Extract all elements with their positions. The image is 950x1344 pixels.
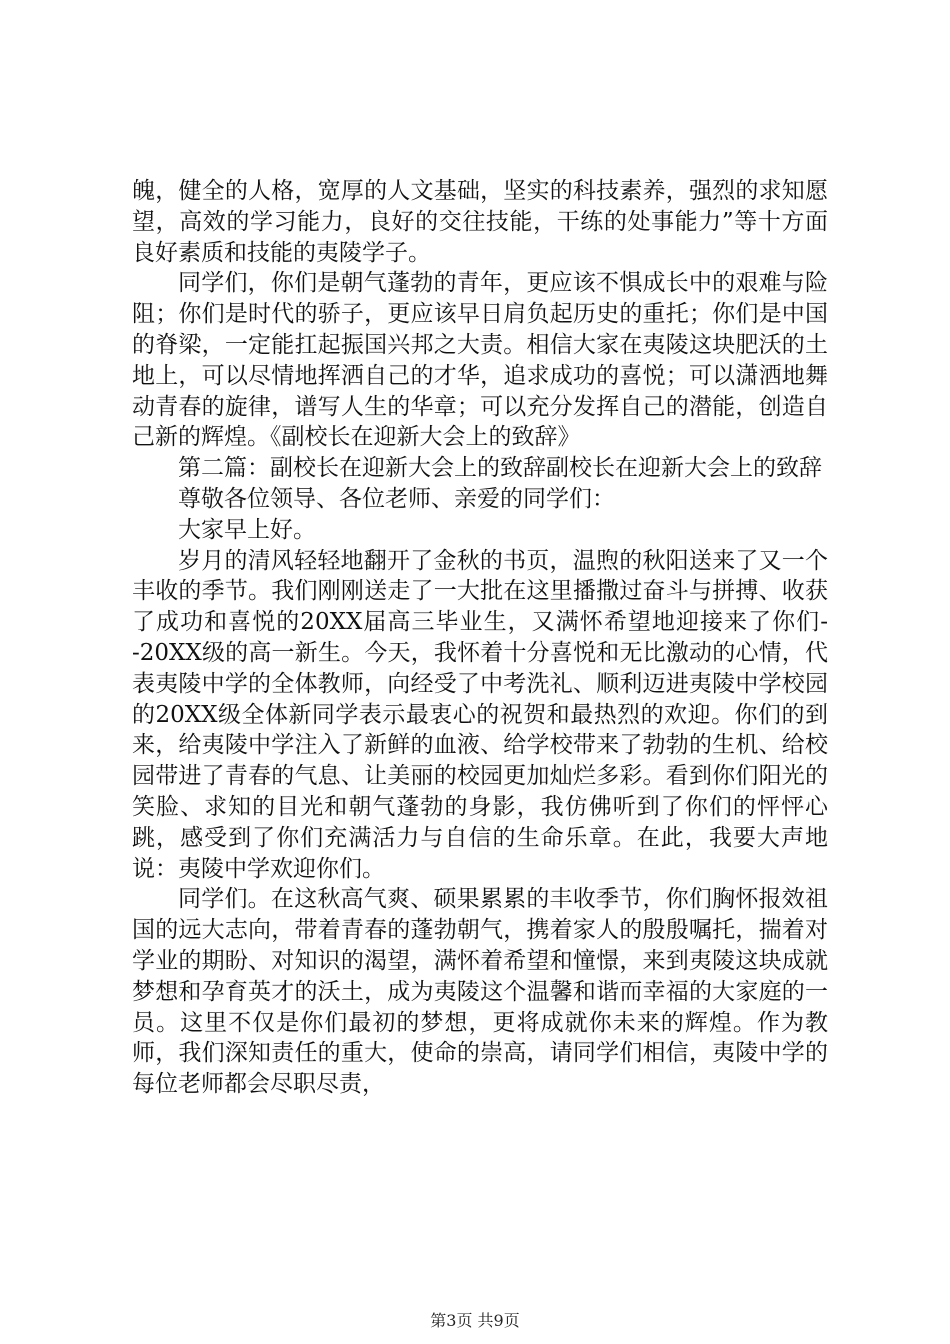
document-body <box>132 176 828 1100</box>
paragraph: 同学们。在这秋高气爽、硕果累累的丰收季节，你们胸怀报效祖国的远大志向，带着青春的蓬勃朝气，携着家人的殷殷嘱托，揣着对学业的期盼、对知识的渴望，满怀着希望和憧憬，来到夷陵这块成就梦想和孕育英才的沃土，成为夷陵这个温馨和谐而幸福的大家庭的一员。这里不仅是你们最初的梦想，更将成就你未来的辉煌。作为教师，我们深知责任的重大，使命的崇高，请同学们相信，夷陵中学的每位老师都会尽职尽责， <box>132 886 828 1098</box>
page-number-footer: 第3页 共9页 <box>430 1311 520 1330</box>
greeting: 大家早上好。 <box>178 516 316 543</box>
paragraph-continuation: 魄，健全的人格，宽厚的人文基础，坚实的科技素养，强烈的求知愿望，高效的学习能力，良好的交往技能，干练的处事能力”等十方面良好素质和技能的夷陵学子。 <box>132 178 828 266</box>
paragraph: 同学们，你们是朝气蓬勃的青年，更应该不惧成长中的艰难与险阻；你们是时代的骄子，更应该早日肩负起历史的重托；你们是中国的脊梁，一定能扛起振国兴邦之大责。相信大家在夷陵这块肥沃的土地上，可以尽情地挥洒自己的才华，追求成功的喜悦；可以潇洒地舞动青春的旋律，谱写人生的华章；可以充分发挥自己的潜能，创造自己新的辉煌。《副校长在迎新大会上的致辞》 <box>132 270 828 451</box>
section-heading: 第二篇：副校长在迎新大会上的致辞副校长在迎新大会上的致辞 <box>178 455 822 482</box>
salutation: 尊敬各位领导、各位老师、亲爱的同学们： <box>178 485 615 512</box>
paragraph: 岁月的清风轻轻地翻开了金秋的书页，温煦的秋阳送来了又一个丰收的季节。我们刚刚送走了一大批在这里播撒过奋斗与拼搏、收获了成功和喜悦的20XX届高三毕业生，又满怀希望地迎接来了你们--20XX级的高一新生。今天，我怀着十分喜悦和无比激动的心情，代表夷陵中学的全体教师，向经受了中考洗礼、顺利迈进夷陵中学校园的20XX级全体新同学表示最衷心的祝贺和最热烈的欢迎。你们的到来，给夷陵中学注入了新鲜的血液、给学校带来了勃勃的生机、给校园带进了青春的气息、让美丽的校园更加灿烂多彩。看到你们阳光的笑脸、求知的目光和朝气蓬勃的身影，我仿佛听到了你们的怦怦心跳，感受到了你们充满活力与自信的生命乐章。在此，我要大声地说：夷陵中学欢迎你们。 <box>132 547 828 882</box>
